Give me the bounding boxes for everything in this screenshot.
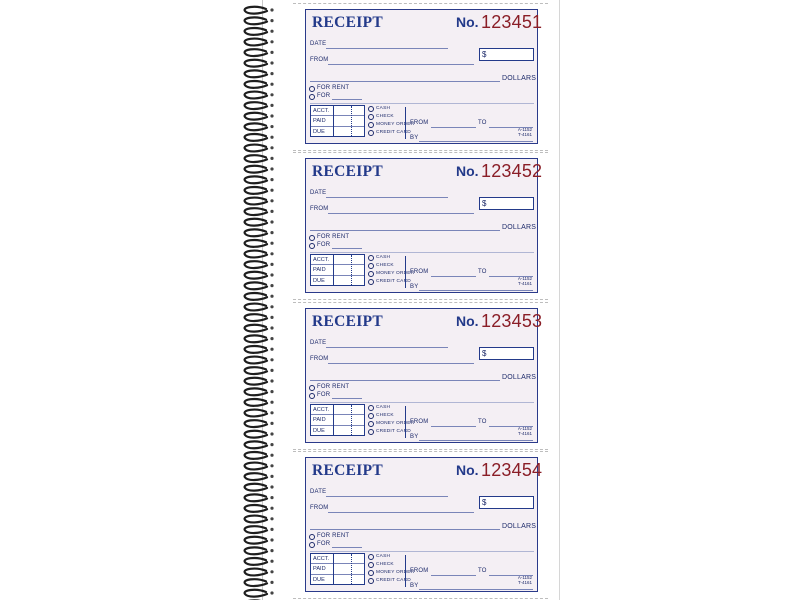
spiral-coil: [245, 17, 267, 24]
spiral-coil: [245, 484, 267, 491]
credit-card-checkbox[interactable]: [368, 578, 374, 584]
binding-hole: [270, 337, 273, 340]
receipt-form: [305, 457, 543, 592]
credit-card-label: CREDIT CARD: [376, 578, 411, 583]
period-from-line[interactable]: [431, 276, 476, 277]
binding-hole: [270, 475, 273, 478]
amount-box[interactable]: [479, 496, 534, 509]
dollar-sign: $: [482, 498, 487, 507]
vertical-separator: [405, 406, 406, 438]
acct-label: ACCT.: [313, 108, 330, 114]
table-divider: [333, 554, 334, 584]
dollars-label: DOLLARS: [502, 75, 537, 82]
cash-checkbox[interactable]: [368, 106, 374, 112]
acct-row: [311, 255, 364, 265]
binding-hole: [270, 316, 273, 319]
spiral-coil: [245, 463, 267, 470]
date-line[interactable]: [326, 496, 448, 497]
for-line[interactable]: [332, 547, 362, 548]
cash-label: CASH: [376, 554, 391, 559]
binding-hole: [270, 369, 273, 372]
money-order-label: MONEY ORDER: [376, 570, 415, 575]
receipt-number-label: No.: [456, 313, 479, 329]
binding-hole: [270, 199, 273, 202]
acct-row: [311, 554, 364, 564]
receipt-number-label: No.: [456, 163, 479, 179]
binding-hole: [270, 242, 273, 245]
by-label: BY: [410, 284, 419, 290]
check-label: CHECK: [376, 413, 394, 418]
dollars-line[interactable]: [310, 230, 500, 231]
binding-hole: [270, 411, 273, 414]
spiral-coil: [245, 441, 267, 448]
credit-card-checkbox[interactable]: [368, 130, 374, 136]
check-label: CHECK: [376, 114, 394, 119]
from-label: FROM: [310, 206, 329, 212]
receipt-number-label: No.: [456, 14, 479, 30]
form-code-2: T-4161: [517, 281, 532, 286]
amount-box[interactable]: [479, 197, 534, 210]
due-label: DUE: [313, 427, 325, 434]
paid-row: [311, 116, 364, 126]
date-label: DATE: [310, 41, 327, 47]
binding-hole: [270, 538, 273, 541]
spiral-coil: [245, 399, 267, 406]
spiral-coil: [245, 166, 267, 173]
dollars-label: DOLLARS: [502, 523, 537, 530]
form-code-1: A-1152: [517, 127, 532, 132]
due-label: DUE: [313, 277, 325, 284]
binding-hole: [270, 560, 273, 563]
binding-hole: [270, 348, 273, 351]
date-label: DATE: [310, 340, 327, 346]
for-rent-checkbox[interactable]: [309, 534, 315, 540]
receipt-title: RECEIPT: [312, 163, 384, 180]
money-order-checkbox[interactable]: [368, 122, 374, 128]
period-from-line[interactable]: [431, 575, 476, 576]
credit-card-label: CREDIT CARD: [376, 429, 411, 434]
spiral-coil: [245, 39, 267, 46]
spiral-coil: [245, 272, 267, 279]
cents-divider: [351, 106, 352, 136]
binding-hole: [270, 432, 273, 435]
spiral-coil: [245, 282, 267, 289]
dollar-sign: $: [482, 349, 487, 358]
for-rent-checkbox[interactable]: [309, 86, 315, 92]
from-line[interactable]: [328, 512, 474, 513]
cash-label: CASH: [376, 106, 391, 111]
vertical-separator: [405, 107, 406, 139]
from-label: FROM: [310, 57, 329, 63]
spiral-coil: [245, 92, 267, 99]
for-checkbox[interactable]: [309, 94, 315, 100]
receipt-number: 123453: [481, 311, 543, 331]
account-table: [310, 254, 365, 286]
spiral-coil: [245, 505, 267, 512]
paid-label: PAID: [313, 417, 326, 424]
dollars-line[interactable]: [310, 81, 500, 82]
receipt-number: 123452: [481, 161, 543, 181]
spiral-coil: [245, 7, 267, 14]
by-line[interactable]: [419, 141, 533, 142]
check-label: CHECK: [376, 263, 394, 268]
paid-row: [311, 265, 364, 275]
due-row: [311, 127, 364, 137]
table-divider: [333, 255, 334, 285]
form-code-1: A-1152: [517, 426, 532, 431]
for-rent-label: FOR RENT: [317, 384, 350, 390]
receipt-number-label: No.: [456, 462, 479, 478]
by-line[interactable]: [419, 589, 533, 590]
for-line[interactable]: [332, 248, 362, 249]
vertical-separator: [405, 555, 406, 587]
spiral-coil: [245, 251, 267, 258]
binding-hole: [270, 72, 273, 75]
receipt-title: RECEIPT: [312, 313, 384, 330]
dollar-sign: $: [482, 199, 487, 208]
cents-divider: [351, 405, 352, 435]
spiral-coil: [245, 590, 267, 597]
binding-hole: [270, 549, 273, 552]
receipt-title: RECEIPT: [312, 462, 384, 479]
spiral-binding: [236, 0, 284, 600]
binding-hole: [270, 178, 273, 181]
credit-card-checkbox[interactable]: [368, 429, 374, 435]
credit-card-checkbox[interactable]: [368, 279, 374, 285]
spiral-coil: [245, 208, 267, 215]
binding-hole: [270, 40, 273, 43]
acct-label: ACCT.: [313, 257, 330, 263]
receipt-form: [305, 158, 543, 293]
spiral-coil: [245, 261, 267, 268]
spiral-coil: [245, 335, 267, 342]
binding-hole: [270, 231, 273, 234]
check-checkbox[interactable]: [368, 413, 374, 419]
receipt-slip: [293, 451, 548, 599]
check-checkbox[interactable]: [368, 562, 374, 568]
dollars-line[interactable]: [310, 529, 500, 530]
divider: [310, 402, 534, 403]
money-order-checkbox[interactable]: [368, 570, 374, 576]
acct-row: [311, 106, 364, 116]
receipt-title: RECEIPT: [312, 14, 384, 31]
for-rent-label: FOR RENT: [317, 533, 350, 539]
divider: [310, 551, 534, 552]
paid-label: PAID: [313, 267, 326, 274]
date-line[interactable]: [326, 347, 448, 348]
spiral-coil: [245, 325, 267, 332]
period-to-label: TO: [478, 120, 487, 126]
for-rent-checkbox[interactable]: [309, 235, 315, 241]
spiral-coil: [245, 198, 267, 205]
spiral-coil: [245, 176, 267, 183]
account-table: [310, 105, 365, 137]
paid-row: [311, 564, 364, 574]
spiral-coil: [245, 155, 267, 162]
spiral-coil: [245, 516, 267, 523]
spiral-coil: [245, 293, 267, 300]
form-code-2: T-4161: [517, 431, 532, 436]
binding-hole: [270, 591, 273, 594]
money-order-checkbox[interactable]: [368, 421, 374, 427]
due-label: DUE: [313, 128, 325, 135]
binding-hole: [270, 379, 273, 382]
dollars-label: DOLLARS: [502, 374, 537, 381]
date-line[interactable]: [326, 197, 448, 198]
period-from-label: FROM: [410, 568, 429, 574]
binding-hole: [270, 443, 273, 446]
account-table: [310, 404, 365, 436]
period-from-label: FROM: [410, 269, 429, 275]
spiral-coil: [245, 314, 267, 321]
by-label: BY: [410, 434, 419, 440]
binding-hole: [270, 220, 273, 223]
binding-hole: [270, 581, 273, 584]
spiral-coil: [245, 558, 267, 565]
binding-hole: [270, 83, 273, 86]
binding-hole: [270, 570, 273, 573]
dollars-label: DOLLARS: [502, 224, 537, 231]
amount-box[interactable]: [479, 347, 534, 360]
for-label: FOR: [317, 541, 331, 547]
binding-hole: [270, 485, 273, 488]
vertical-separator: [405, 256, 406, 288]
date-line[interactable]: [326, 48, 448, 49]
dollar-sign: $: [482, 50, 487, 59]
binding-hole: [270, 189, 273, 192]
check-label: CHECK: [376, 562, 394, 567]
paid-label: PAID: [313, 118, 326, 125]
spiral-coil: [245, 123, 267, 130]
due-row: [311, 426, 364, 436]
binding-hole: [270, 305, 273, 308]
spiral-coil: [245, 28, 267, 35]
binding-hole: [270, 104, 273, 107]
spiral-coil: [245, 452, 267, 459]
binding-hole: [270, 454, 273, 457]
spiral-coil: [245, 145, 267, 152]
period-from-label: FROM: [410, 120, 429, 126]
check-checkbox[interactable]: [368, 114, 374, 120]
spiral-coil: [245, 346, 267, 353]
binding-hole: [270, 61, 273, 64]
for-rent-label: FOR RENT: [317, 85, 350, 91]
by-label: BY: [410, 135, 419, 141]
period-to-label: TO: [478, 269, 487, 275]
binding-hole: [270, 30, 273, 33]
credit-card-label: CREDIT CARD: [376, 130, 411, 135]
period-to-label: TO: [478, 419, 487, 425]
paid-row: [311, 415, 364, 425]
from-label: FROM: [310, 505, 329, 511]
spiral-coil: [245, 431, 267, 438]
spiral-coil: [245, 537, 267, 544]
spiral-coil: [245, 473, 267, 480]
due-row: [311, 276, 364, 286]
binding-hole: [270, 358, 273, 361]
amount-box[interactable]: [479, 48, 534, 61]
acct-label: ACCT.: [313, 407, 330, 413]
period-from-label: FROM: [410, 419, 429, 425]
spiral-coil: [245, 367, 267, 374]
spiral-coil: [245, 526, 267, 533]
binding-hole: [270, 167, 273, 170]
spiral-coil: [245, 240, 267, 247]
binding-hole: [270, 507, 273, 510]
cash-label: CASH: [376, 255, 391, 260]
receipt-form: [305, 9, 543, 144]
from-line[interactable]: [328, 64, 474, 65]
spiral-coil: [245, 134, 267, 141]
money-order-label: MONEY ORDER: [376, 122, 415, 127]
spiral-coil: [245, 547, 267, 554]
period-from-line[interactable]: [431, 426, 476, 427]
binding-hole: [270, 8, 273, 11]
from-line[interactable]: [328, 213, 474, 214]
binding-hole: [270, 422, 273, 425]
spiral-coil: [245, 494, 267, 501]
form-code-1: A-1152: [517, 276, 532, 281]
for-line[interactable]: [332, 99, 362, 100]
binding-hole: [270, 496, 273, 499]
for-checkbox[interactable]: [309, 393, 315, 399]
paid-label: PAID: [313, 566, 326, 573]
binding-hole: [270, 146, 273, 149]
binding-hole: [270, 19, 273, 22]
spiral-coil: [245, 187, 267, 194]
spiral-coil: [245, 60, 267, 67]
spiral-coil: [245, 357, 267, 364]
binding-hole: [270, 51, 273, 54]
by-label: BY: [410, 583, 419, 589]
cash-label: CASH: [376, 405, 391, 410]
divider: [310, 252, 534, 253]
receipt-number: 123451: [481, 12, 543, 32]
period-to-label: TO: [478, 568, 487, 574]
for-label: FOR: [317, 242, 331, 248]
spiral-coil: [245, 219, 267, 226]
divider: [310, 103, 534, 104]
acct-label: ACCT.: [313, 556, 330, 562]
table-divider: [333, 106, 334, 136]
binding-hole: [270, 93, 273, 96]
money-order-label: MONEY ORDER: [376, 271, 415, 276]
binding-hole: [270, 517, 273, 520]
due-label: DUE: [313, 576, 325, 583]
binding-hole: [270, 390, 273, 393]
form-code-2: T-4161: [517, 132, 532, 137]
for-line[interactable]: [332, 398, 362, 399]
due-row: [311, 575, 364, 585]
spiral-coil: [245, 102, 267, 109]
dollars-line[interactable]: [310, 380, 500, 381]
binding-hole: [270, 157, 273, 160]
binding-hole: [270, 252, 273, 255]
receipt-number: 123454: [481, 460, 543, 480]
receipt-slip: [293, 302, 548, 450]
spiral-coil: [245, 304, 267, 311]
check-checkbox[interactable]: [368, 263, 374, 269]
spiral-coil: [245, 388, 267, 395]
receipt-form: [305, 308, 543, 443]
money-order-checkbox[interactable]: [368, 271, 374, 277]
form-code-2: T-4161: [517, 580, 532, 585]
spiral-coil: [245, 81, 267, 88]
credit-card-label: CREDIT CARD: [376, 279, 411, 284]
acct-row: [311, 405, 364, 415]
from-line[interactable]: [328, 363, 474, 364]
date-label: DATE: [310, 489, 327, 495]
receipt-slip: [293, 3, 548, 151]
binding-hole: [270, 326, 273, 329]
binding-hole: [270, 136, 273, 139]
form-code-1: A-1152: [517, 575, 532, 580]
spiral-coil: [245, 70, 267, 77]
for-checkbox[interactable]: [309, 542, 315, 548]
cents-divider: [351, 554, 352, 584]
cash-checkbox[interactable]: [368, 554, 374, 560]
spiral-coil: [245, 410, 267, 417]
spiral-coil: [245, 49, 267, 56]
binding-hole: [270, 210, 273, 213]
table-divider: [333, 405, 334, 435]
for-label: FOR: [317, 93, 331, 99]
spiral-coil: [245, 420, 267, 427]
spiral-coil: [245, 113, 267, 120]
spiral-coil: [245, 378, 267, 385]
binding-hole: [270, 284, 273, 287]
binding-hole: [270, 464, 273, 467]
from-label: FROM: [310, 356, 329, 362]
by-line[interactable]: [419, 440, 533, 441]
spiral-coil: [245, 229, 267, 236]
for-rent-checkbox[interactable]: [309, 385, 315, 391]
for-checkbox[interactable]: [309, 243, 315, 249]
binding-hole: [270, 263, 273, 266]
for-rent-label: FOR RENT: [317, 234, 350, 240]
for-label: FOR: [317, 392, 331, 398]
spiral-coil: [245, 579, 267, 586]
cash-checkbox[interactable]: [368, 405, 374, 411]
cash-checkbox[interactable]: [368, 255, 374, 261]
binding-hole: [270, 114, 273, 117]
binding-hole: [270, 125, 273, 128]
binding-hole: [270, 273, 273, 276]
money-order-label: MONEY ORDER: [376, 421, 415, 426]
cents-divider: [351, 255, 352, 285]
binding-hole: [270, 528, 273, 531]
receipt-slip: [293, 152, 548, 300]
by-line[interactable]: [419, 290, 533, 291]
date-label: DATE: [310, 190, 327, 196]
binding-hole: [270, 295, 273, 298]
account-table: [310, 553, 365, 585]
spiral-coil: [245, 569, 267, 576]
binding-hole: [270, 401, 273, 404]
period-from-line[interactable]: [431, 127, 476, 128]
